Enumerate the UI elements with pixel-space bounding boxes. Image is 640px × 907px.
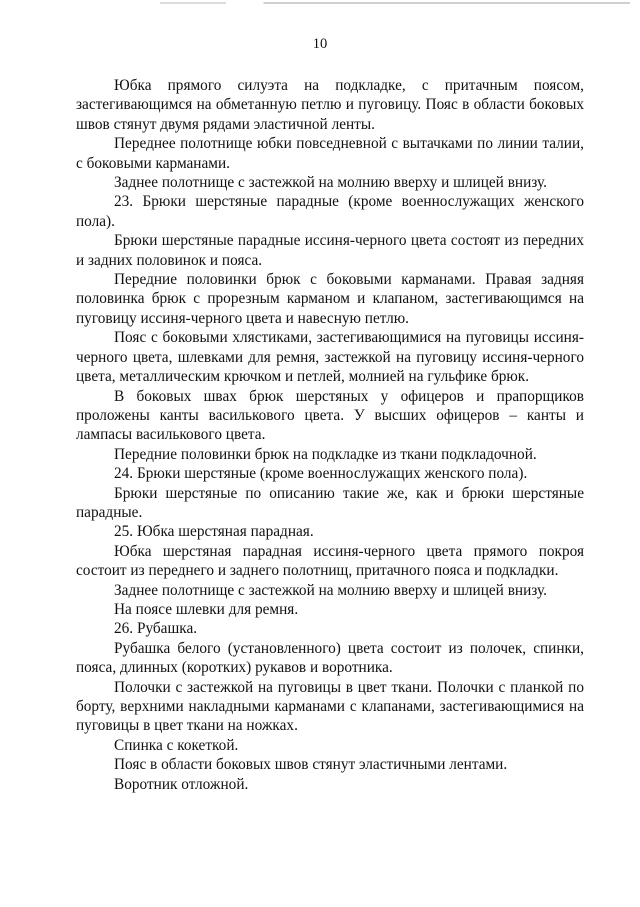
section-heading-26: 26. Рубашка. xyxy=(114,620,198,638)
paragraph-trousers-halves: Передние половинки брюк с боковыми карманами. Правая задняя половинка брюк с прорезным карманом и клапаном, застегивающимся на пуговицу иссиня-черного цвета и навесную петлю. xyxy=(76,271,584,327)
paragraph-skirt-back-panel: Заднее полотнище с застежкой на молнию вверху и шлицей внизу. xyxy=(114,174,547,192)
paragraph-trousers-wool: Брюки шерстяные по описанию такие же, как и брюки шерстяные парадные. xyxy=(76,484,584,521)
scan-edge-line xyxy=(160,2,630,4)
document-body xyxy=(76,76,584,794)
paragraph-shirt-composition: Рубашка белого (установленного) цвета состоит из полочек, спинки, пояса, длинных (коротких) рукавов и воротника. xyxy=(76,639,584,677)
paragraph-trousers-composition: Брюки шерстяные парадные иссиня-черного цвета состоят из передних и задних половинок и пояса. xyxy=(76,232,584,269)
paragraph-dress-skirt-composition: Юбка шерстяная парадная иссиня-черного цвета прямого покроя состоит из переднего и заднего полотнищ, притачного пояса и подкладки. xyxy=(76,542,584,580)
paragraph-shirt-back: Спинка с кокеткой. xyxy=(114,736,239,754)
paragraph-trousers-belt: Пояс с боковыми хлястиками, застегивающимися на пуговицы иссиня-черного цвета, шлевками для ремня, застежкой на пуговицу иссиня-черного цвета, металлическим крючком и петлей, молнией на гульфике брюк. xyxy=(76,329,584,386)
section-heading-23: 23. Брюки шерстяные парадные (кроме военнослужащих женского пола). xyxy=(76,193,584,230)
paragraph-dress-skirt-belt-loops: На поясе шлевки для ремня. xyxy=(114,600,299,618)
paragraph-skirt-front-panel: Переднее полотнище юбки повседневной с вытачками по линии талии, с боковыми карманами. xyxy=(76,135,584,172)
paragraph-skirt-description: Юбка прямого силуэта на подкладке, с притачным поясом, застегивающимся на обметанную петлю и пуговицу. Пояс в области боковых швов стянут двумя рядами эластичной ленты. xyxy=(76,77,584,133)
paragraph-dress-skirt-back-panel: Заднее полотнище с застежкой на молнию вверху и шлицей внизу. xyxy=(114,581,547,599)
page-number: 10 xyxy=(312,36,328,52)
paragraph-shirt-waist: Пояс в области боковых швов стянут эластичными лентами. xyxy=(114,756,508,774)
paragraph-shirt-collar: Воротник отложной. xyxy=(114,775,249,793)
section-heading-24: 24. Брюки шерстяные (кроме военнослужащих женского пола). xyxy=(114,465,528,483)
paragraph-trousers-lining: Передние половинки брюк на подкладке из ткани подкладочной. xyxy=(114,445,537,463)
paragraph-shirt-fronts: Полочки с застежкой на пуговицы в цвет ткани. Полочки с планкой по борту, верхними накладными карманами с клапанами, застегивающимися на пуговицы в цвет ткани на ножках. xyxy=(76,678,584,735)
paragraph-trousers-piping: В боковых швах брюк шерстяных у офицеров и прапорщиков проложены канты василькового цвета. У высших офицеров – канты и лампасы василькового цвета. xyxy=(76,387,584,444)
section-heading-25: 25. Юбка шерстяная парадная. xyxy=(114,523,314,541)
